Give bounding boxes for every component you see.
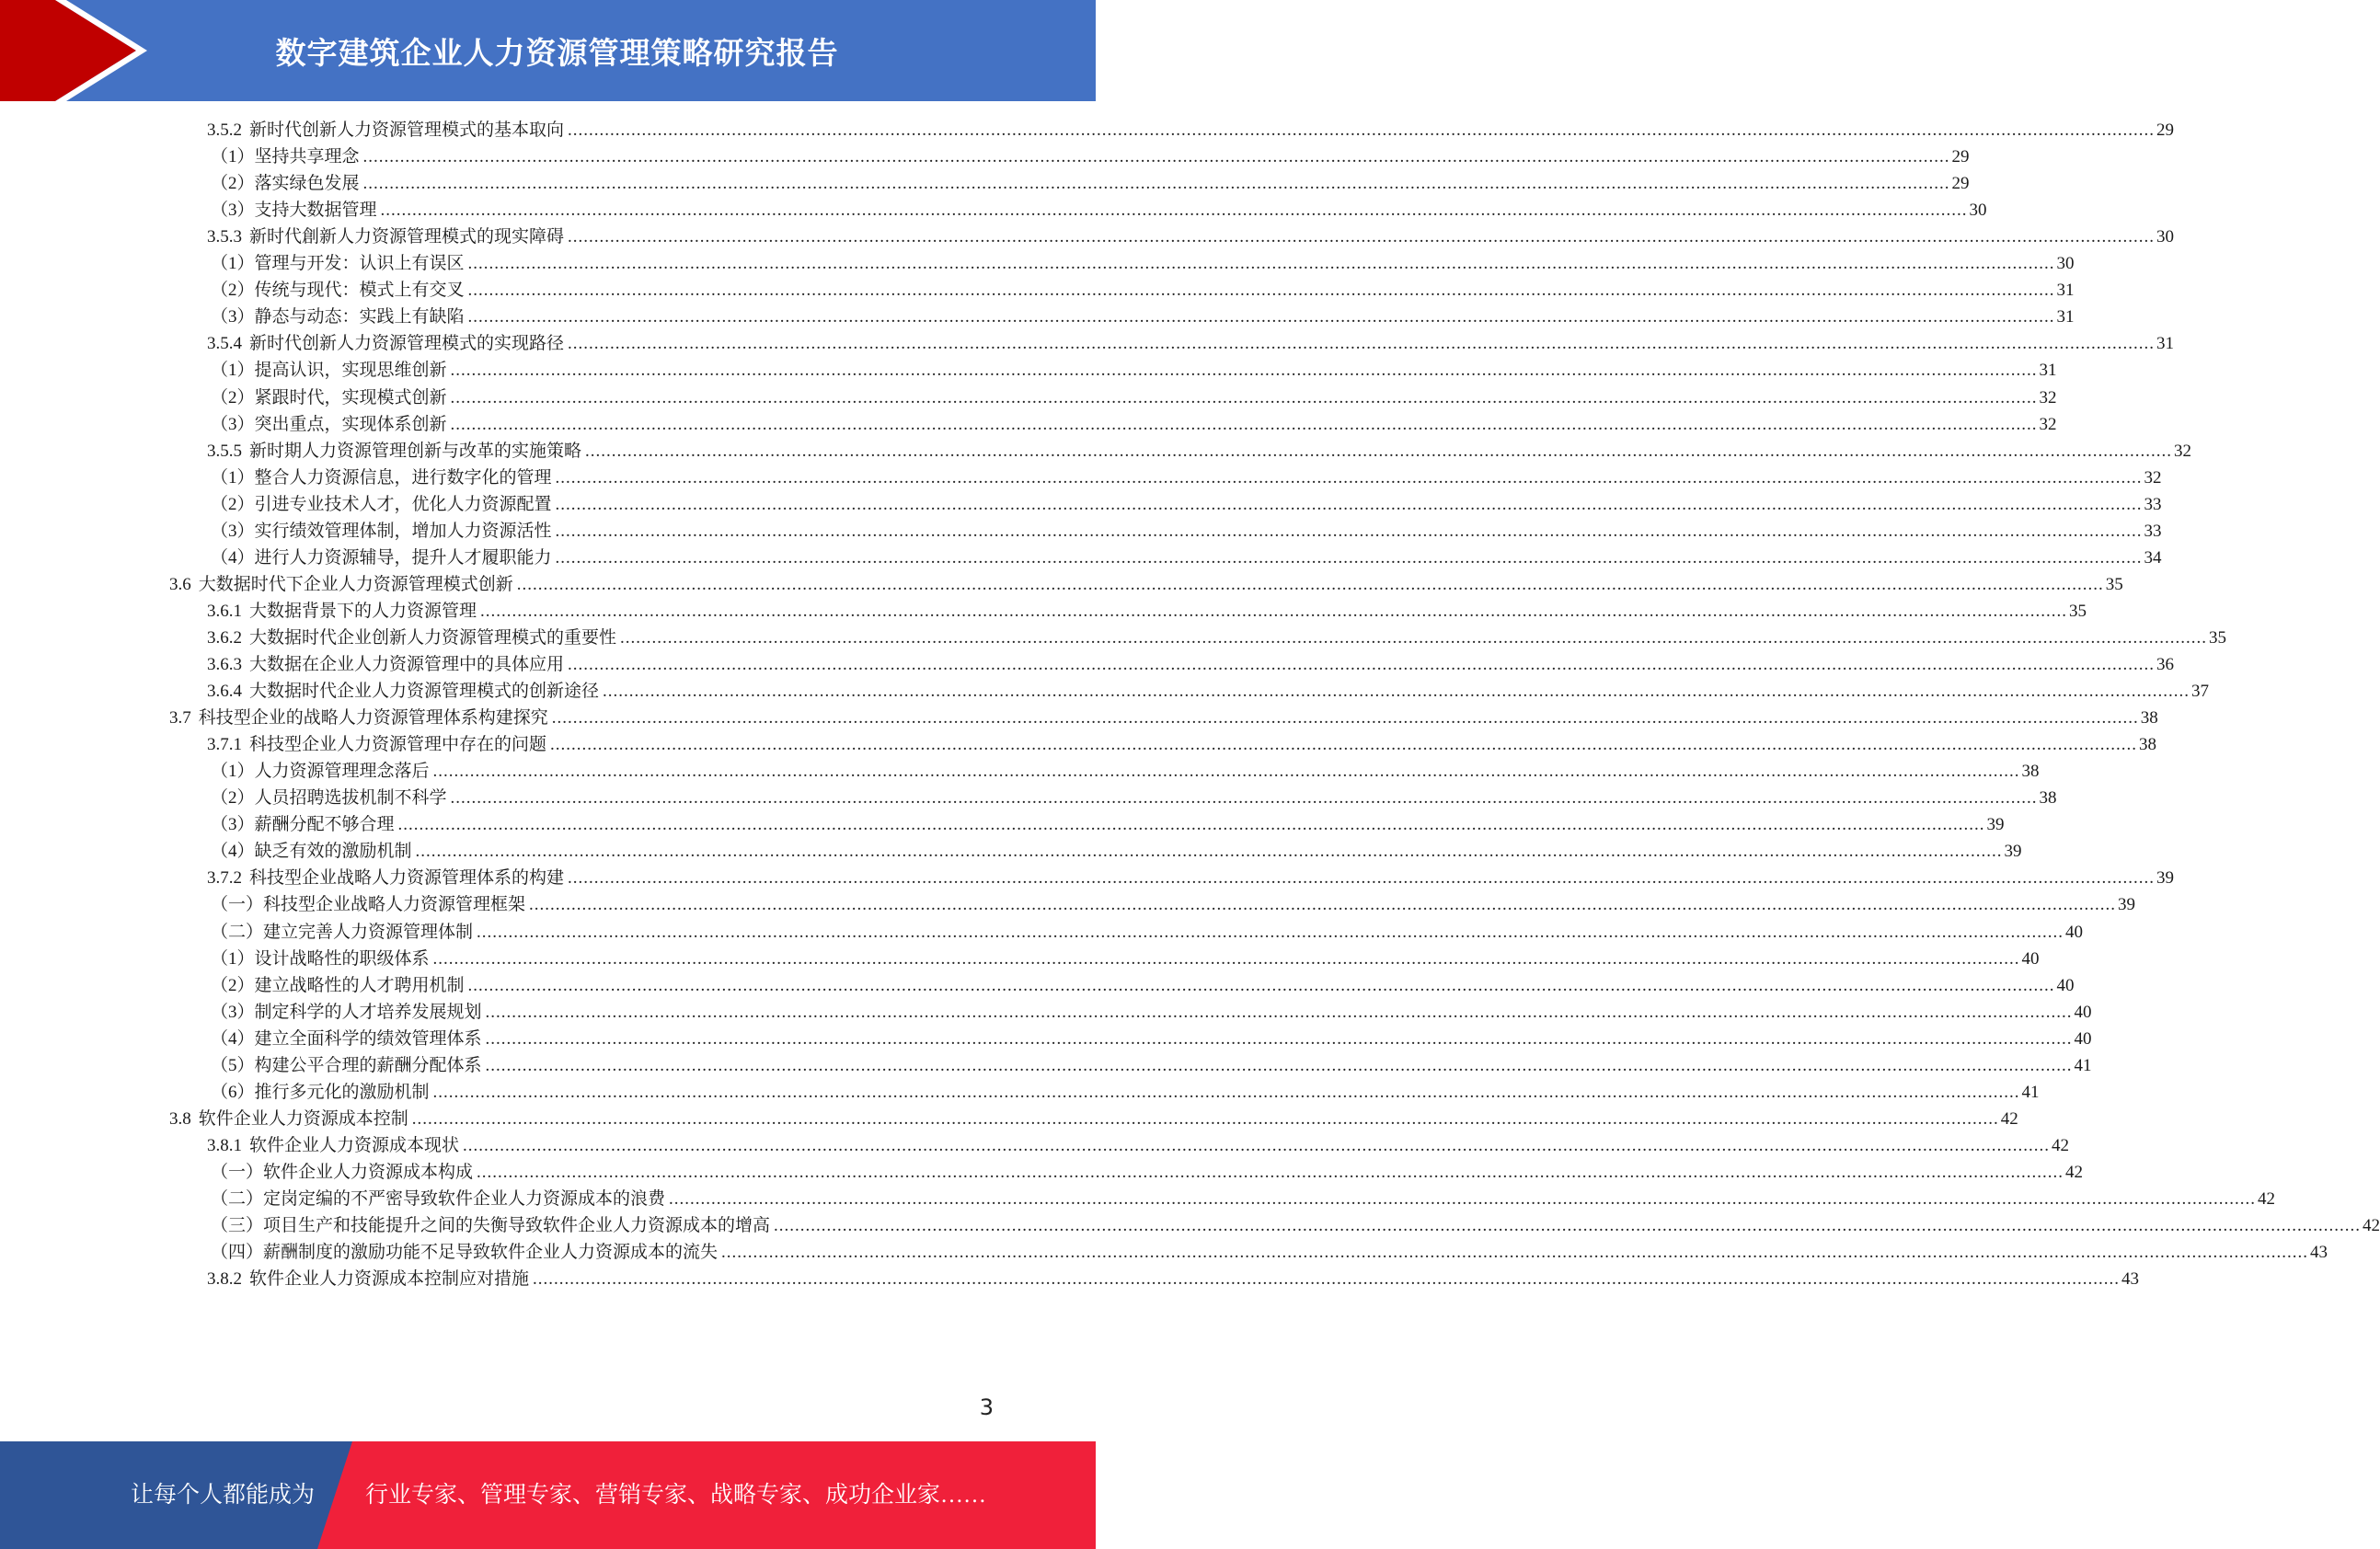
- toc-entry-page: 39: [2118, 895, 2136, 915]
- toc-entry-title: 软件企业人力资源成本控制应对措施: [249, 1269, 530, 1290]
- toc-entry-number: （4）: [211, 1028, 255, 1049]
- toc-entry-title: 薪酬制度的激励功能不足导致软件企业人力资源成本的流失: [263, 1243, 719, 1263]
- toc-entry-title: 静态与动态：实践上有缺陷: [254, 307, 465, 327]
- toc-dot-leader: ............................................................................................................................................................................................................................................................................................................: [555, 521, 2143, 541]
- toc-entry-page: 31: [2039, 361, 2057, 381]
- toc-entry-page: 38: [2140, 708, 2158, 729]
- toc-entry-page: 38: [2021, 762, 2040, 782]
- toc-entry[interactable]: [211, 1238, 2328, 1267]
- toc-entry[interactable]: [207, 1265, 2140, 1293]
- toc-entry-page: 32: [2039, 414, 2057, 434]
- toc-dot-leader: ............................................................................................................................................................................................................................................................................................................: [774, 1216, 2362, 1236]
- toc-entry-number: （2）: [211, 494, 255, 514]
- toc-entry-page: 37: [2191, 682, 2210, 702]
- toc-entry-number: （一）: [211, 1162, 264, 1182]
- toc-entry-title: 支持大数据管理: [254, 201, 377, 221]
- toc-entry-page: 34: [2144, 547, 2162, 568]
- toc-entry-title: 推行多元化的激励机制: [254, 1082, 430, 1102]
- toc-entry[interactable]: [207, 1131, 2070, 1160]
- toc-entry-page: 40: [2074, 1002, 2092, 1022]
- toc-entry-number: （2）: [211, 281, 255, 301]
- toc-entry-title: 制定科学的人才培养发展规划: [254, 1002, 482, 1022]
- toc-entry-page: 35: [2069, 601, 2087, 621]
- toc-entry-title: 传统与现代：模式上有交叉: [254, 281, 465, 301]
- page-header: [0, 0, 1096, 101]
- toc-entry[interactable]: [211, 837, 2022, 866]
- document-title: 数字建筑企业人力资源管理策略研究报告: [275, 34, 839, 71]
- toc-dot-leader: ............................................................................................................................................................................................................................................................................................................: [411, 1108, 1999, 1129]
- toc-entry[interactable]: [211, 1025, 2092, 1053]
- toc-entry-page: 43: [2121, 1269, 2140, 1290]
- toc-entry-number: 3.5.4: [207, 334, 242, 354]
- toc-entry-number: （二）: [211, 1189, 264, 1209]
- toc-entry[interactable]: [169, 570, 2123, 599]
- toc-entry-page: 42: [2000, 1108, 2018, 1129]
- toc-entry-page: 29: [2156, 120, 2175, 140]
- toc-entry-page: 36: [2156, 655, 2175, 674]
- toc-entry-number: 3.5.2: [207, 120, 242, 140]
- toc-entry-number: （4）: [211, 842, 255, 862]
- toc-entry-page: 40: [2021, 948, 2040, 969]
- toc-entry-page: 32: [2144, 467, 2162, 488]
- page-number: 3: [979, 1394, 994, 1420]
- toc-entry[interactable]: [211, 276, 2075, 304]
- toc-dot-leader: ............................................................................................................................................................................................................................................................................................................: [568, 227, 2156, 247]
- toc-entry[interactable]: [211, 490, 2162, 519]
- toc-dot-leader: ............................................................................................................................................................................................................................................................................................................: [432, 762, 2020, 782]
- toc-entry-title: 大数据在企业人力资源管理中的具体应用: [249, 655, 565, 674]
- toc-entry[interactable]: [211, 143, 1970, 171]
- toc-entry-number: （三）: [211, 1216, 264, 1236]
- toc-entry-number: （3）: [211, 521, 255, 541]
- toc-dot-leader: ............................................................................................................................................................................................................................................................................................................: [555, 547, 2143, 568]
- toc-dot-leader: ............................................................................................................................................................................................................................................................................................................: [467, 307, 2055, 327]
- toc-entry-title: 新时代创新人力资源管理模式的实现路径: [249, 334, 565, 354]
- toc-entry-title: 落实绿色发展: [254, 174, 360, 194]
- toc-entry-number: 3.6.1: [207, 601, 242, 621]
- toc-dot-leader: ............................................................................................................................................................................................................................................................................................................: [533, 1269, 2121, 1290]
- toc-entry-title: 新时期人力资源管理创新与改革的实施策略: [249, 441, 582, 461]
- toc-entry[interactable]: [211, 464, 2162, 492]
- toc-entry[interactable]: [207, 223, 2175, 251]
- toc-entry[interactable]: [211, 971, 2075, 1000]
- toc-dot-leader: ............................................................................................................................................................................................................................................................................................................: [450, 414, 2038, 434]
- toc-entry[interactable]: [211, 918, 2084, 947]
- toc-entry-page: 42: [2258, 1189, 2276, 1209]
- toc-entry-number: （3）: [211, 815, 255, 835]
- toc-entry-number: 3.7.2: [207, 868, 242, 889]
- toc-dot-leader: ............................................................................................................................................................................................................................................................................................................: [450, 387, 2038, 407]
- toc-entry[interactable]: [211, 196, 1987, 224]
- toc-entry-title: 紧跟时代，实现模式创新: [254, 387, 447, 407]
- footer-slogan-left: 让每个人都能成为: [131, 1483, 316, 1508]
- toc-entry[interactable]: [211, 1158, 2084, 1187]
- toc-entry[interactable]: [211, 1211, 2380, 1240]
- toc-dot-leader: ............................................................................................................................................................................................................................................................................................................: [362, 174, 1950, 194]
- toc-entry-number: 3.5.3: [207, 227, 242, 247]
- toc-entry-title: 坚持共享理念: [254, 147, 360, 167]
- toc-entry[interactable]: [211, 810, 2005, 839]
- toc-entry-number: 3.6.4: [207, 682, 242, 702]
- toc-dot-leader: ............................................................................................................................................................................................................................................................................................................: [362, 147, 1950, 167]
- toc-entry[interactable]: [211, 757, 2040, 786]
- toc-entry-title: 大数据时代企业人力资源管理模式的创新途径: [249, 682, 600, 702]
- toc-dot-leader: ............................................................................................................................................................................................................................................................................................................: [721, 1243, 2309, 1263]
- toc-entry-number: （4）: [211, 547, 255, 568]
- toc-entry-number: （2）: [211, 975, 255, 995]
- toc-entry-number: 3.7.1: [207, 735, 242, 755]
- toc-entry[interactable]: [207, 624, 2227, 652]
- toc-entry[interactable]: [211, 249, 2075, 278]
- toc-entry-title: 软件企业人力资源成本控制: [198, 1108, 408, 1129]
- toc-entry-title: 大数据背景下的人力资源管理: [249, 601, 477, 621]
- toc-entry-number: （6）: [211, 1082, 255, 1102]
- toc-entry-page: 38: [2039, 788, 2057, 809]
- toc-entry-page: 39: [2004, 842, 2022, 862]
- toc-entry-page: 30: [2056, 254, 2075, 274]
- toc-entry-title: 新时代創新人力资源管理模式的现实障碍: [249, 227, 565, 247]
- toc-entry[interactable]: [207, 437, 2192, 465]
- toc-entry-page: 29: [1951, 174, 1970, 194]
- toc-entry-number: （3）: [211, 201, 255, 221]
- toc-entry[interactable]: [207, 650, 2175, 679]
- toc-entry[interactable]: [211, 890, 2136, 919]
- toc-entry-title: 项目生产和技能提升之间的失衡导致软件企业人力资源成本的增高: [263, 1216, 771, 1236]
- toc-entry-title: 设计战略性的职级体系: [254, 948, 430, 969]
- toc-dot-leader: ............................................................................................................................................................................................................................................................................................................: [568, 868, 2156, 889]
- toc-entry-page: 40: [2065, 922, 2084, 942]
- toc-entry[interactable]: [211, 303, 2075, 331]
- toc-dot-leader: ............................................................................................................................................................................................................................................................................................................: [620, 627, 2208, 648]
- page-footer: [0, 1441, 1096, 1549]
- toc-dot-leader: ............................................................................................................................................................................................................................................................................................................: [432, 1082, 2020, 1102]
- toc-entry[interactable]: [207, 677, 2210, 706]
- toc-entry-page: 41: [2074, 1055, 2092, 1075]
- toc-dot-leader: ............................................................................................................................................................................................................................................................................................................: [529, 895, 2117, 915]
- toc-entry-page: 30: [1969, 201, 1987, 221]
- toc-entry-number: （2）: [211, 387, 255, 407]
- toc-dot-leader: ............................................................................................................................................................................................................................................................................................................: [585, 441, 2173, 461]
- toc-entry-page: 33: [2144, 521, 2162, 541]
- toc-entry-title: 人力资源管理理念落后: [254, 762, 430, 782]
- toc-entry-title: 软件企业人力资源成本现状: [249, 1135, 460, 1155]
- toc-entry-title: 软件企业人力资源成本构成: [263, 1162, 474, 1182]
- toc-entry-title: 引进专业技术人才，优化人力资源配置: [254, 494, 552, 514]
- toc-entry[interactable]: [211, 384, 2057, 412]
- toc-dot-leader: ............................................................................................................................................................................................................................................................................................................: [467, 254, 2055, 274]
- toc-entry-title: 科技型企业人力资源管理中存在的问题: [249, 735, 547, 755]
- toc-dot-leader: ............................................................................................................................................................................................................................................................................................................: [516, 574, 2104, 594]
- toc-entry-page: 31: [2156, 334, 2175, 354]
- toc-dot-leader: ............................................................................................................................................................................................................................................................................................................: [568, 120, 2156, 140]
- toc-entry[interactable]: [211, 356, 2057, 384]
- toc-entry-page: 40: [2074, 1028, 2092, 1049]
- toc-entry-number: （1）: [211, 467, 255, 488]
- toc-entry-number: 3.5.5: [207, 441, 242, 461]
- toc-entry-number: （2）: [211, 788, 255, 809]
- toc-entry[interactable]: [211, 1051, 2092, 1080]
- toc-entry-title: 建立战略性的人才聘用机制: [254, 975, 465, 995]
- toc-dot-leader: ............................................................................................................................................................................................................................................................................................................: [463, 1135, 2051, 1155]
- toc-entry[interactable]: [207, 329, 2175, 358]
- toc-dot-leader: ............................................................................................................................................................................................................................................................................................................: [450, 361, 2038, 381]
- toc-dot-leader: ............................................................................................................................................................................................................................................................................................................: [450, 788, 2038, 809]
- toc-entry-page: 29: [1951, 147, 1970, 167]
- toc-dot-leader: ............................................................................................................................................................................................................................................................................................................: [415, 842, 2003, 862]
- toc-entry[interactable]: [211, 517, 2162, 545]
- toc-entry-title: 构建公平合理的薪酬分配体系: [254, 1055, 482, 1075]
- toc-dot-leader: ............................................................................................................................................................................................................................................................................................................: [669, 1189, 2257, 1209]
- footer-slogan-right: 行业专家、管理专家、营销专家、战略专家、成功企业家……: [365, 1483, 987, 1508]
- toc-entry[interactable]: [211, 1078, 2040, 1107]
- toc-entry-title: 实行绩效管理体制，增加人力资源活性: [254, 521, 552, 541]
- toc-entry[interactable]: [211, 1185, 2276, 1213]
- toc-entry-number: （1）: [211, 254, 255, 274]
- toc-entry[interactable]: [211, 784, 2057, 812]
- toc-dot-leader: ............................................................................................................................................................................................................................................................................................................: [397, 815, 1985, 835]
- toc-dot-leader: ............................................................................................................................................................................................................................................................................................................: [467, 975, 2055, 995]
- toc-dot-leader: ............................................................................................................................................................................................................................................................................................................: [551, 708, 2139, 729]
- toc-entry-title: 薪酬分配不够合理: [254, 815, 395, 835]
- toc-entry-page: 42: [2065, 1162, 2084, 1182]
- toc-entry-page: 39: [1986, 815, 2005, 835]
- toc-entry-number: 3.8.1: [207, 1135, 242, 1155]
- toc-dot-leader: ............................................................................................................................................................................................................................................................................................................: [550, 735, 2138, 755]
- toc-entry-number: （一）: [211, 895, 264, 915]
- toc-entry[interactable]: [211, 544, 2162, 572]
- toc-entry-number: （5）: [211, 1055, 255, 1075]
- toc-entry-title: 缺乏有效的激励机制: [254, 842, 412, 862]
- toc-entry-page: 42: [2052, 1135, 2070, 1155]
- toc-entry-page: 32: [2039, 387, 2057, 407]
- toc-entry-page: 33: [2144, 494, 2162, 514]
- toc-entry-page: 43: [2310, 1243, 2328, 1263]
- toc-entry[interactable]: [207, 730, 2157, 759]
- toc-entry-title: 定岗定编的不严密导致软件企业人力资源成本的浪费: [263, 1189, 666, 1209]
- toc-entry-title: 建立全面科学的绩效管理体系: [254, 1028, 482, 1049]
- toc-dot-leader: ............................................................................................................................................................................................................................................................................................................: [432, 948, 2020, 969]
- toc-entry-title: 进行人力资源辅导，提升人才履职能力: [254, 547, 552, 568]
- toc-entry-page: 30: [2156, 227, 2175, 247]
- toc-entry-number: 3.6.2: [207, 627, 242, 648]
- toc-entry-page: 39: [2156, 868, 2175, 889]
- toc-entry-title: 科技型企业战略人力资源管理框架: [263, 895, 526, 915]
- toc-entry-number: （3）: [211, 414, 255, 434]
- toc-dot-leader: ............................................................................................................................................................................................................................................................................................................: [477, 922, 2064, 942]
- toc-entry-number: 3.6: [169, 574, 191, 594]
- toc-entry-title: 科技型企业的战略人力资源管理体系构建探究: [198, 708, 548, 729]
- toc-dot-leader: ............................................................................................................................................................................................................................................................................................................: [485, 1055, 2073, 1075]
- toc-entry-page: 35: [2209, 627, 2227, 648]
- toc-entry-title: 科技型企业战略人力资源管理体系的构建: [249, 868, 565, 889]
- toc-entry-title: 整合人力资源信息，进行数字化的管理: [254, 467, 552, 488]
- toc-entry-page: 42: [2363, 1216, 2380, 1236]
- toc-entry[interactable]: [211, 998, 2092, 1027]
- toc-entry-number: 3.8: [169, 1108, 191, 1129]
- toc-entry-page: 32: [2174, 441, 2192, 461]
- toc-entry[interactable]: [211, 945, 2040, 973]
- toc-entry-page: 41: [2021, 1082, 2040, 1102]
- toc-dot-leader: ............................................................................................................................................................................................................................................................................................................: [485, 1028, 2073, 1049]
- toc-entry-title: 建立完善人力资源管理体制: [263, 922, 474, 942]
- toc-entry-title: 提高认识，实现思维创新: [254, 361, 447, 381]
- toc-entry-number: 3.6.3: [207, 655, 242, 674]
- toc-entry-title: 新时代创新人力资源管理模式的基本取向: [249, 120, 565, 140]
- toc-dot-leader: ............................................................................................................................................................................................................................................................................................................: [568, 655, 2156, 674]
- toc-entry-number: 3.8.2: [207, 1269, 242, 1290]
- toc-dot-leader: ............................................................................................................................................................................................................................................................................................................: [467, 281, 2055, 301]
- toc-dot-leader: ............................................................................................................................................................................................................................................................................................................: [603, 682, 2190, 702]
- toc-entry-number: （1）: [211, 948, 255, 969]
- toc-entry-title: 大数据时代企业创新人力资源管理模式的重要性: [249, 627, 617, 648]
- toc-entry[interactable]: [211, 410, 2057, 439]
- toc-dot-leader: ............................................................................................................................................................................................................................................................................................................: [480, 601, 2068, 621]
- toc-entry-title: 人员招聘选拔机制不科学: [254, 788, 447, 809]
- toc-entry-title: 管理与开发：认识上有误区: [254, 254, 465, 274]
- toc-entry-page: 31: [2056, 307, 2075, 327]
- toc-entry-page: 35: [2105, 574, 2123, 594]
- toc-entry-number: 3.7: [169, 708, 191, 729]
- toc-entry[interactable]: [169, 1105, 2018, 1133]
- toc-entry-number: （3）: [211, 307, 255, 327]
- toc-entry-number: （2）: [211, 174, 255, 194]
- toc-entry-page: 38: [2139, 735, 2157, 755]
- toc-entry[interactable]: [207, 116, 2175, 144]
- toc-dot-leader: ............................................................................................................................................................................................................................................................................................................: [477, 1162, 2064, 1182]
- toc-entry[interactable]: [211, 169, 1970, 198]
- toc-entry-number: （1）: [211, 147, 255, 167]
- toc-entry-number: （四）: [211, 1243, 264, 1263]
- toc-dot-leader: ............................................................................................................................................................................................................................................................................................................: [555, 467, 2143, 488]
- toc-entry-number: （3）: [211, 1002, 255, 1022]
- toc-dot-leader: ............................................................................................................................................................................................................................................................................................................: [380, 201, 1968, 221]
- toc-entry-title: 突出重点，实现体系创新: [254, 414, 447, 434]
- toc-entry-number: （1）: [211, 762, 255, 782]
- toc-dot-leader: ............................................................................................................................................................................................................................................................................................................: [485, 1002, 2073, 1022]
- toc-entry-page: 40: [2056, 975, 2075, 995]
- toc-entry-number: （二）: [211, 922, 264, 942]
- toc-entry[interactable]: [207, 597, 2087, 625]
- toc-dot-leader: ............................................................................................................................................................................................................................................................................................................: [555, 494, 2143, 514]
- toc-entry[interactable]: [169, 704, 2158, 732]
- toc-entry-title: 大数据时代下企业人力资源管理模式创新: [198, 574, 513, 594]
- toc-entry[interactable]: [207, 864, 2175, 892]
- toc-dot-leader: ............................................................................................................................................................................................................................................................................................................: [568, 334, 2156, 354]
- toc-entry-page: 31: [2056, 281, 2075, 301]
- toc-entry-number: （1）: [211, 361, 255, 381]
